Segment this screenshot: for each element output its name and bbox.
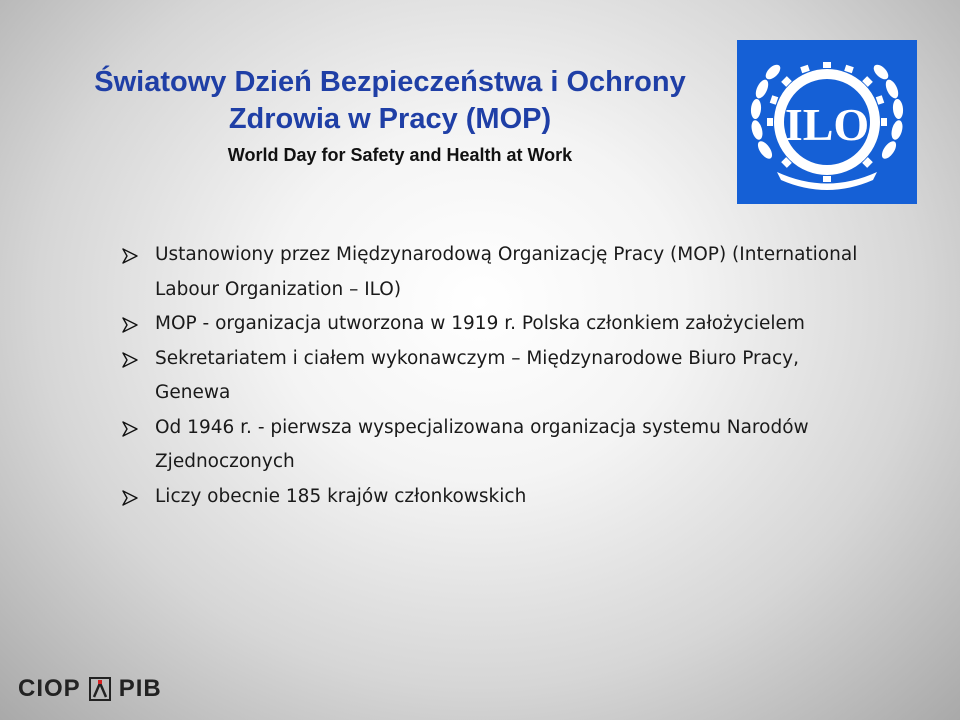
title-line-2: Zdrowia w Pracy (MOP) xyxy=(228,103,552,135)
bullet-text: Liczy obecnie 185 krajów członkowskich xyxy=(155,485,527,507)
bullet-text: Ustanowiony przez Międzynarodową Organizację Pracy (MOP) (International Labour Organization – ILO) xyxy=(155,244,858,300)
ilo-emblem-icon xyxy=(737,40,917,204)
arrowhead-bullet-icon xyxy=(122,490,138,506)
bullet-list xyxy=(120,238,860,514)
footer-logo-left: CIOP xyxy=(18,675,81,702)
arrowhead-bullet-icon xyxy=(122,248,138,264)
arrowhead-bullet-icon xyxy=(122,352,138,368)
ilo-logo xyxy=(737,40,917,204)
arrowhead-bullet-icon xyxy=(122,421,138,437)
list-item xyxy=(120,238,860,307)
bullet-text: MOP - organizacja utworzona w 1919 r. Polska członkiem założycielem xyxy=(155,313,805,334)
list-item xyxy=(120,411,860,480)
footer-logo-right: PIB xyxy=(118,675,162,702)
arrowhead-bullet-icon xyxy=(122,317,138,333)
bullet-text: Od 1946 r. - pierwsza wyspecjalizowana organizacja systemu Narodów Zjednoczonych xyxy=(155,416,809,472)
ciop-pib-logo xyxy=(18,676,162,702)
list-item xyxy=(120,342,860,411)
ilo-logo-text: ILO xyxy=(784,99,870,150)
title-line-1: Światowy Dzień Bezpieczeństwa i Ochrony xyxy=(94,66,686,98)
list-item xyxy=(120,480,860,515)
ciop-pib-mark-icon xyxy=(89,677,111,701)
slide-title xyxy=(40,64,740,138)
list-item xyxy=(120,307,860,342)
bullet-text: Sekretariatem i ciałem wykonawczym – Międzynarodowe Biuro Pracy, Genewa xyxy=(155,347,799,403)
slide-subtitle: World Day for Safety and Health at Work xyxy=(227,145,573,165)
